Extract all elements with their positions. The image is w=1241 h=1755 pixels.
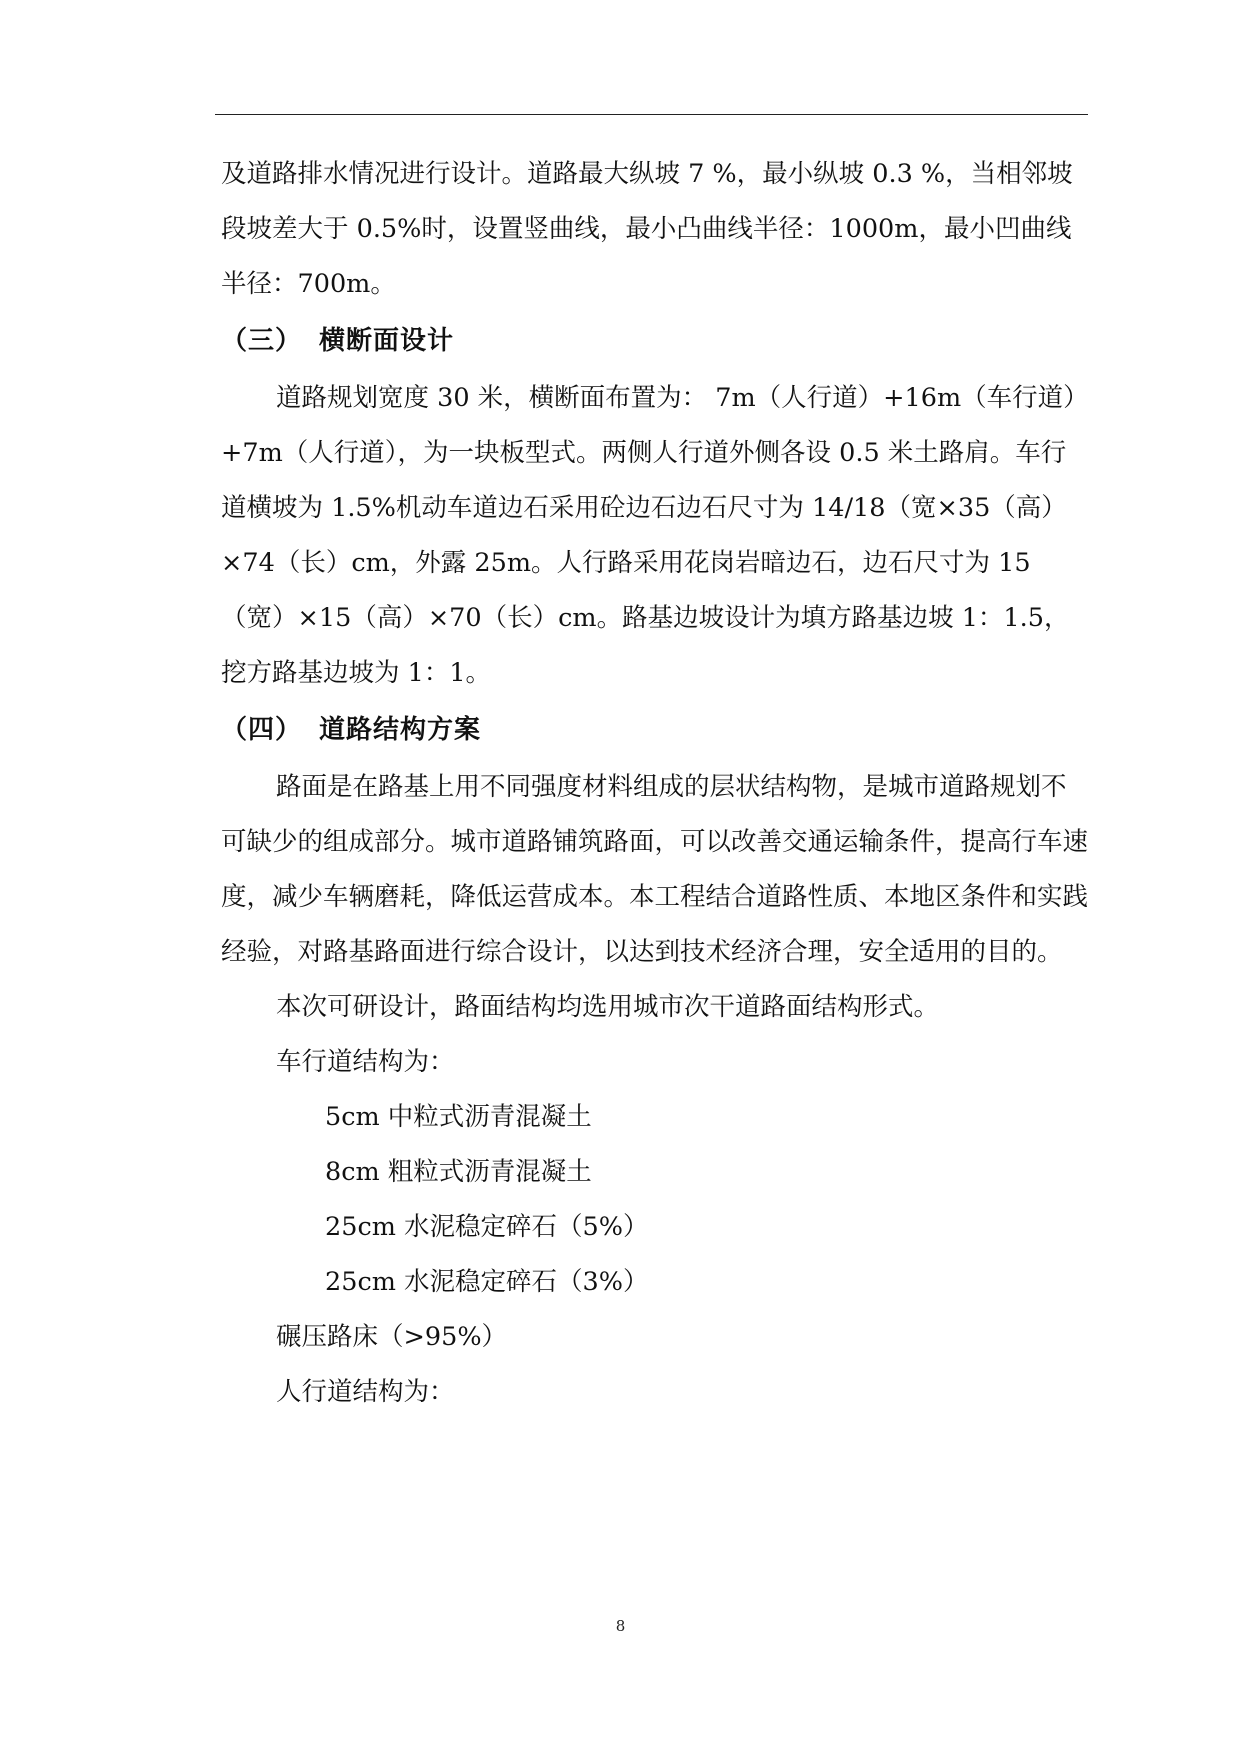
page-number: 8	[615, 1617, 626, 1635]
section-title: 道路结构方案	[319, 715, 482, 745]
paragraph-design-selection: 本次可研设计，路面结构均选用城市次干道路面结构形式。	[276, 992, 940, 1022]
header-rule	[215, 114, 1088, 115]
sidewalk-structure-label: 人行道结构为：	[276, 1377, 455, 1407]
section-number: （三）	[221, 326, 303, 356]
paragraph-drainage-grades: 及道路排水情况进行设计。道路最大纵坡 7 %，最小纵坡 0.3 %，当相邻坡段坡差大于 0.5%时，设置竖曲线，最小凸曲线半径：1000m，最小凹曲线半径：700m。	[221, 159, 1073, 299]
section-title: 横断面设计	[319, 326, 455, 356]
carriageway-layer: 25cm 水泥稳定碎石（5%）	[325, 1212, 649, 1242]
document-body	[221, 147, 1091, 1420]
paragraph-cross-section: 道路规划宽度 30 米，横断面布置为： 7m（人行道）+16m（车行道）+7m（人行道），为一块板型式。两侧人行道外侧各设 0.5 米土路肩。车行道横坡为 1.5%机动车道边石采用砼边石边石尺寸为 14/18（宽×35（高）×74（长）cm，外露 25m。人行路采用花岗岩暗边石，边石尺寸为 15（宽）×15（高）×70（长）cm。路基边坡设计为填方路基边坡 1：1.5，挖方路基边坡为 1：1。	[221, 383, 1089, 688]
paragraph-pavement-structure: 路面是在路基上用不同强度材料组成的层状结构物，是城市道路规划不可缺少的组成部分。城市道路铺筑路面，可以改善交通运输条件，提高行车速度，减少车辆磨耗，降低运营成本。本工程结合道路性质、本地区条件和实践经验，对路基路面进行综合设计，以达到技术经济合理，安全适用的目的。	[221, 772, 1089, 967]
carriageway-layer: 25cm 水泥稳定碎石（3%）	[325, 1267, 649, 1297]
section-heading-cross-section	[221, 312, 1091, 371]
section-number: （四）	[221, 715, 303, 745]
subgrade-compaction: 碾压路床（>95%）	[276, 1322, 508, 1352]
section-heading-structure	[221, 701, 1091, 760]
carriageway-layer: 8cm 粗粒式沥青混凝土	[325, 1157, 592, 1187]
carriageway-structure-label: 车行道结构为：	[276, 1047, 455, 1077]
carriageway-layer: 5cm 中粒式沥青混凝土	[325, 1102, 592, 1132]
